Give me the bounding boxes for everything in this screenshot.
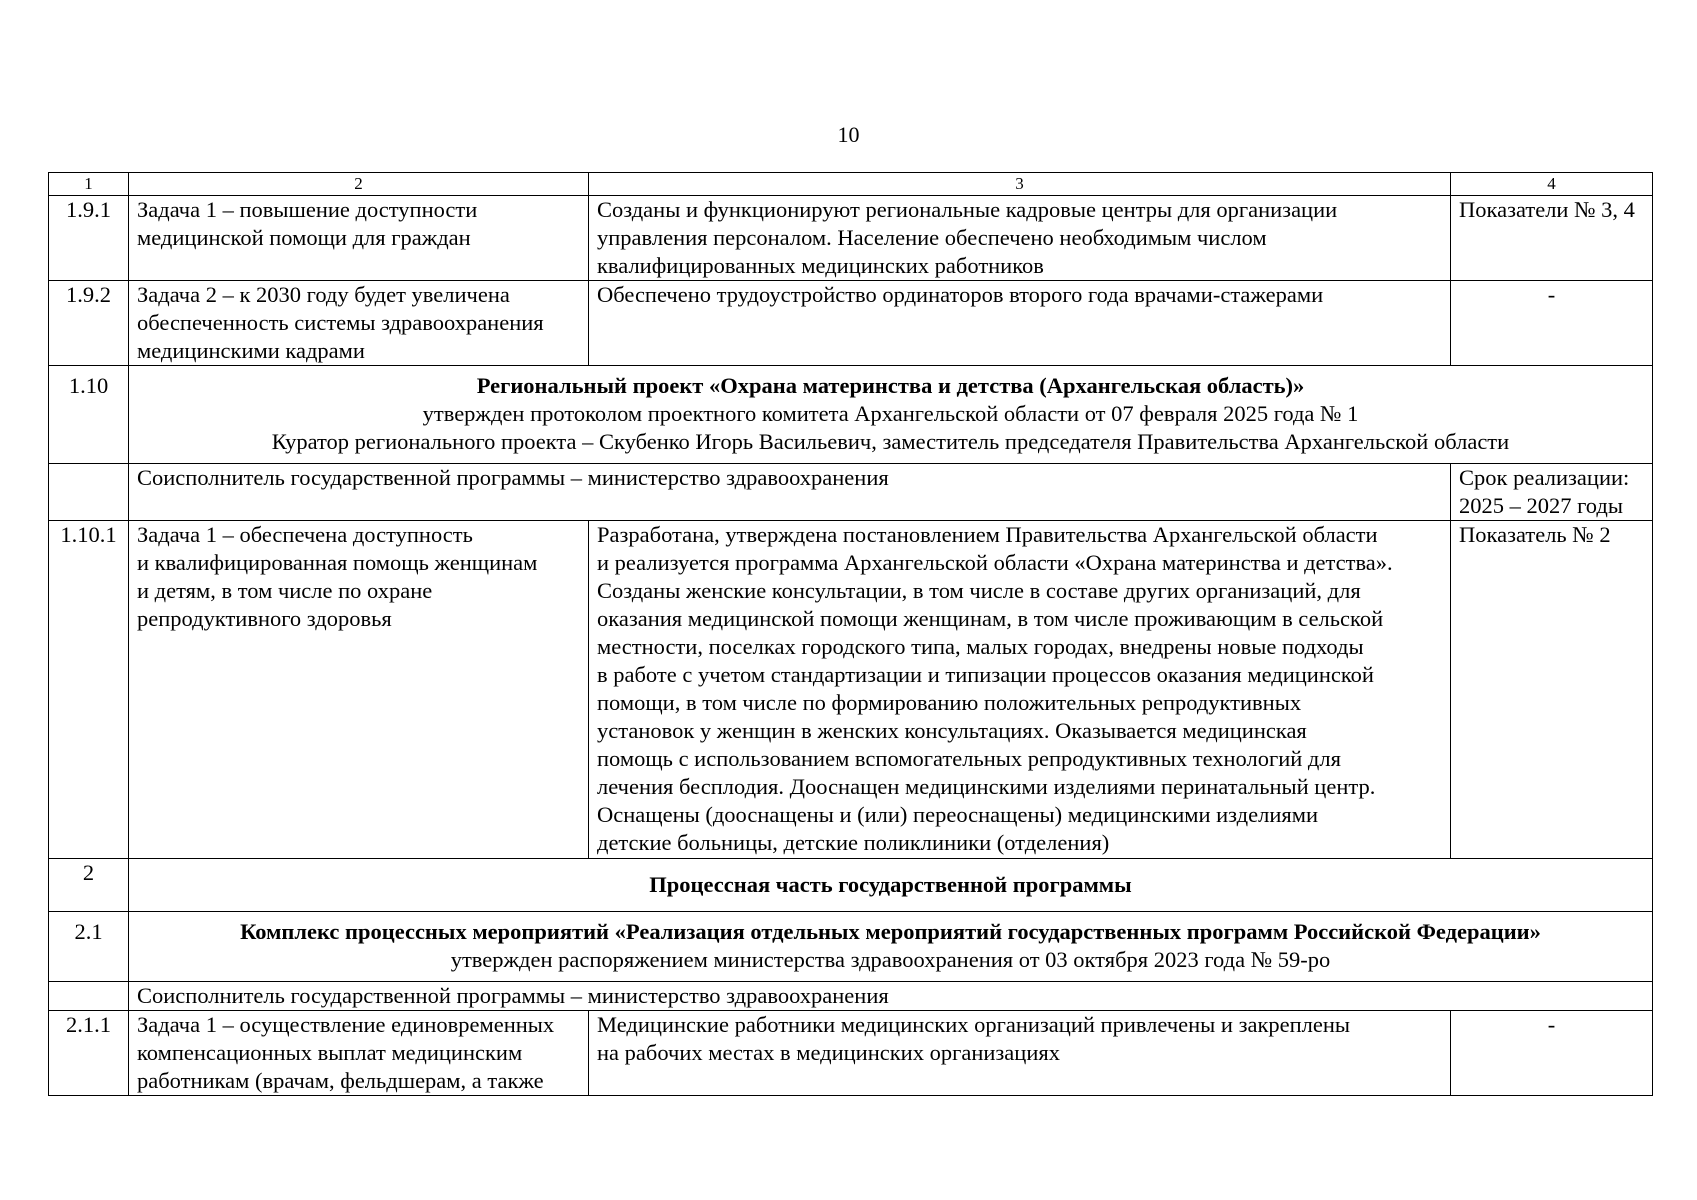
column-number: 2 [129, 173, 589, 196]
result-cell: Разработана, утверждена постановлением Правительства Архангельской области и реализуется программа Архангельской области «Охрана материнства и детства». Созданы женские консультации, в том числе в составе других организаций, для оказания медицинской помощи женщинам, в том числе проживающим в сельской местности, поселках городского типа, малых городах, внедрены новые подходы в работе с учетом стандартизации и типизации процессов оказания медицинской помощи, в том числе по формированию положительных репродуктивных установок у женщин в женских консультациях. Оказывается медицинская помощь с использованием вспомогательных репродуктивных технологий для лечения бесплодия. Дооснащен медицинскими изделиями перинатальный центр. Оснащены (дооснащены и (или) переоснащены) медицинскими изделиями детские больницы, детские поликлиники (отделения) [589, 521, 1451, 859]
project-header-cell [129, 366, 1653, 464]
column-number: 4 [1451, 173, 1653, 196]
project-header-row [49, 366, 1653, 464]
coexecutor-row [49, 464, 1653, 521]
complex-approval: утвержден распоряжением министерства здравоохранения от 03 октября 2023 года № 59-ро [450, 947, 1331, 972]
coexecutor-cell: Соисполнитель государственной программы – министерство здравоохранения [129, 464, 1451, 521]
project-curator: Куратор регионального проекта – Скубенко Игорь Васильевич, заместитель председателя Правительства Архангельской области [271, 429, 1510, 454]
row-number: 2 [49, 859, 129, 912]
table-row [49, 521, 1653, 859]
result-cell: Медицинские работники медицинских организаций привлечены и закреплены на рабочих местах в медицинских организациях [589, 1011, 1451, 1096]
coexecutor-row [49, 982, 1653, 1011]
result-cell: Обеспечено трудоустройство ординаторов второго года врачами-стажерами [589, 281, 1451, 366]
column-number: 3 [589, 173, 1451, 196]
project-title: Региональный проект «Охрана материнства и детства (Архангельская область)» [476, 373, 1305, 398]
coexecutor-cell: Соисполнитель государственной программы – министерство здравоохранения [129, 982, 1653, 1011]
program-table [48, 172, 1653, 1096]
column-number-row [49, 173, 1653, 196]
table-row [49, 1011, 1653, 1096]
row-number: 1.10.1 [49, 521, 129, 859]
complex-header-row [49, 912, 1653, 982]
row-number: 2.1.1 [49, 1011, 129, 1096]
row-number: 1.9.2 [49, 281, 129, 366]
empty-cell [49, 464, 129, 521]
task-cell: Задача 1 – осуществление единовременных компенсационных выплат медицинским работникам (врачам, фельдшерам, а также [129, 1011, 589, 1096]
project-approval: утвержден протоколом проектного комитета Архангельской области от 07 февраля 2025 года № 1 [422, 401, 1359, 426]
indicator-cell: Показатель № 2 [1451, 521, 1653, 859]
indicator-cell: Показатели № 3, 4 [1451, 196, 1653, 281]
complex-title: Комплекс процессных мероприятий «Реализация отдельных мероприятий государственных программ Российской Федерации» [240, 919, 1541, 944]
task-cell: Задача 1 – обеспечена доступность и квалифицированная помощь женщинам и детям, в том числе по охране репродуктивного здоровья [129, 521, 589, 859]
indicator-cell: - [1451, 281, 1653, 366]
section-header-row [49, 859, 1653, 912]
row-number: 1.9.1 [49, 196, 129, 281]
complex-header-cell [129, 912, 1653, 982]
column-number: 1 [49, 173, 129, 196]
empty-cell [49, 982, 129, 1011]
result-cell: Созданы и функционируют региональные кадровые центры для организации управления персоналом. Население обеспечено необходимым числом квалифицированных медицинских работников [589, 196, 1451, 281]
section-title: Процессная часть государственной программы [129, 859, 1653, 912]
period-cell: Срок реализации: 2025 – 2027 годы [1451, 464, 1653, 521]
table-row [49, 196, 1653, 281]
table-row [49, 281, 1653, 366]
page-number: 10 [837, 122, 860, 147]
row-number: 2.1 [49, 912, 129, 982]
indicator-cell: - [1451, 1011, 1653, 1096]
task-cell: Задача 2 – к 2030 году будет увеличена обеспеченность системы здравоохранения медицинскими кадрами [129, 281, 589, 366]
row-number: 1.10 [49, 366, 129, 464]
task-cell: Задача 1 – повышение доступности медицинской помощи для граждан [129, 196, 589, 281]
